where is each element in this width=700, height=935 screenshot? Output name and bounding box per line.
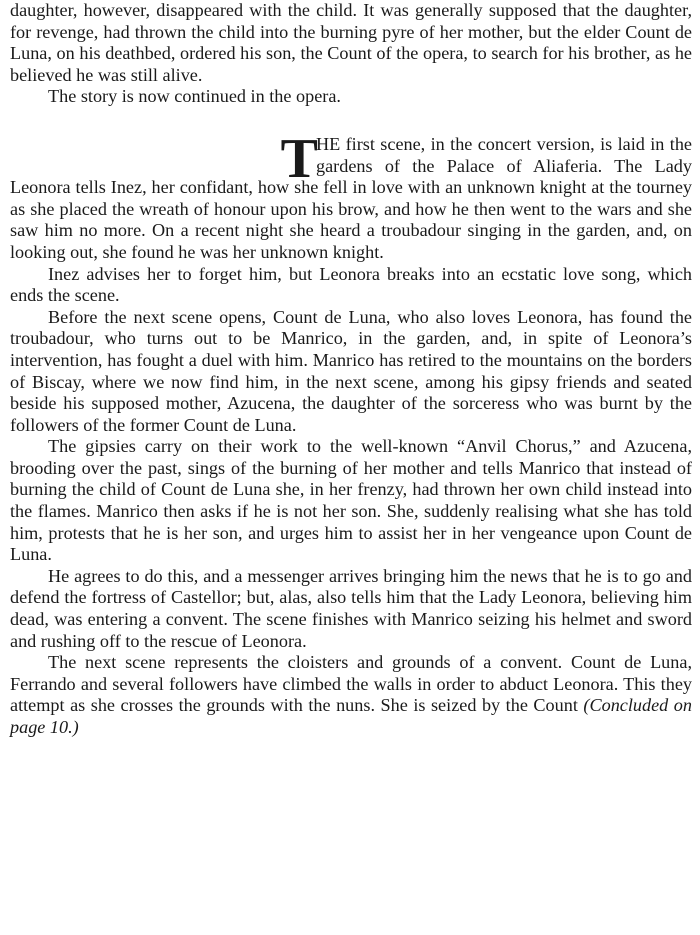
paragraph-next-scene: Before the next scene opens, Count de Luna, who also loves Leonora, has found the troubadour, who turns out to be Manrico, in the garden, and, in spite of Leonora’s intervention, has fought a duel with him. Manrico has retired to the mountains on the borders of Biscay, where we now find him, in the next scene, among his gipsy friends and seated beside his supposed mother, Azucena, the daughter of the sorceress who was burnt by the followers of the former Count de Luna. bbox=[10, 306, 692, 435]
section-first-scene bbox=[10, 127, 692, 264]
paragraph-first-scene: HE first scene, in the concert version, is laid in the gardens of the Palace of Aliaferia. The Lady Leonora tells Inez, her confidant, how she fell in love with an unknown knight at the tourney as she placed the wreath of honour upon his brow, and how he then went to the wars and she saw him no more. On a recent night she heard a troubadour singing in the garden, and, on looking out, she found he was her unknown knight. bbox=[10, 133, 692, 262]
paragraph-story-continued: The story is now continued in the opera. bbox=[48, 86, 341, 107]
paragraph-convent bbox=[10, 652, 692, 738]
drop-cap-letter: T bbox=[280, 127, 316, 190]
concluded-note: (Concluded on page 10.) bbox=[10, 695, 692, 737]
paragraph-continued: daughter, however, disappeared with the child. It was generally supposed that the daughter, for revenge, had thrown the child into the burning pyre of her mother, but the elder Count de Luna, on his deathbed, ordered his son, the Count of the opera, to search for his brother, as he believed he was still alive. bbox=[10, 0, 692, 85]
paragraph-inez: Inez advises her to forget him, but Leonora breaks into an ecstatic love song, which ends the scene. bbox=[10, 263, 692, 306]
drop-cap-box bbox=[10, 127, 316, 190]
paragraph-convent-text: The next scene represents the cloisters and grounds of a convent. Count de Luna, Ferrando and several followers have climbed the walls in order to abduct Leonora. This they attempt as she crosses the grounds with the nuns. She is seized by the Count bbox=[10, 652, 692, 716]
paragraph-messenger: He agrees to do this, and a messenger arrives bringing him the news that he is to go and defend the fortress of Castellor; but, alas, also tells him that the Lady Leonora, believing him dead, was entering a convent. The scene finishes with Manrico seizing his helmet and sword and rushing off to the rescue of Leonora. bbox=[10, 565, 692, 651]
paragraph-gipsies: The gipsies carry on their work to the well-known “Anvil Chorus,” and Azucena, brooding over the past, sings of the burning of her mother and tells Manrico that instead of burning the child of Count de Luna she, in her frenzy, had thrown her own child instead into the flames. Manrico then asks if he is not her son. She, suddenly realising what she has told him, protests that he is her son, and urges him to assist her in her vengeance upon Count de Luna. bbox=[10, 436, 692, 565]
